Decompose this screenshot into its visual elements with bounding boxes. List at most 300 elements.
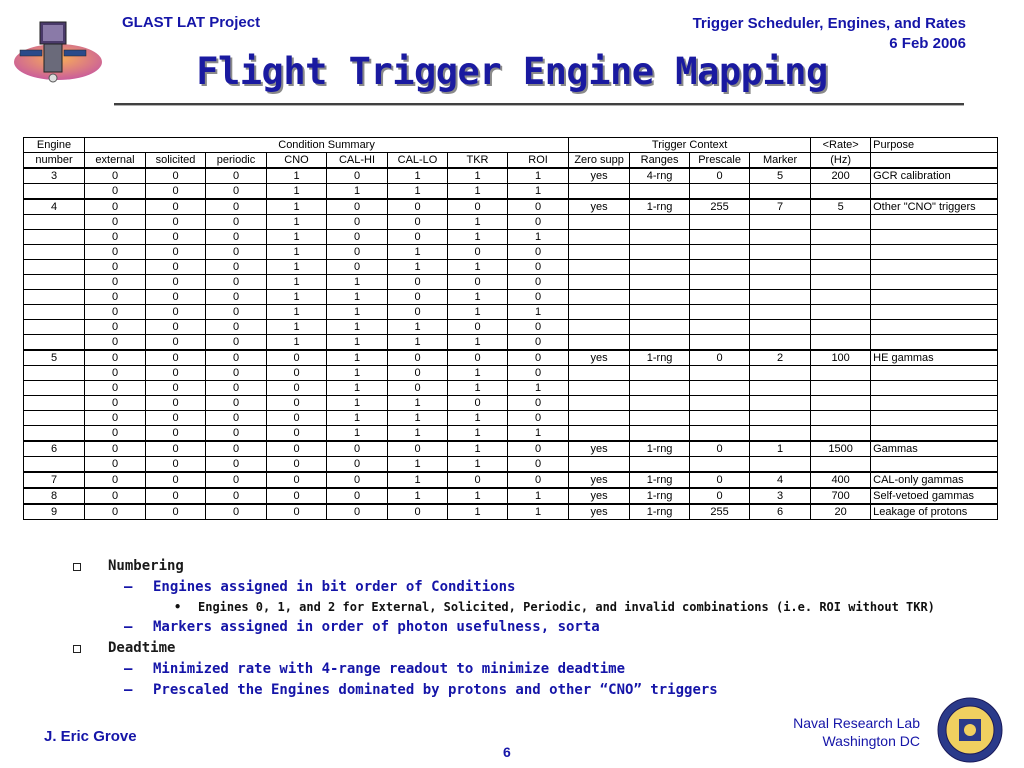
- table-cell: 1: [267, 260, 327, 275]
- table-cell: 0: [206, 199, 267, 215]
- table-cell: [750, 411, 811, 426]
- table-cell: [24, 230, 85, 245]
- table-cell: 0: [85, 396, 146, 411]
- table-cell: 700: [811, 488, 871, 504]
- note-text: Minimized rate with 4-range readout to minimize deadtime: [153, 661, 626, 677]
- table-cell: 0: [206, 215, 267, 230]
- table-cell: 1: [327, 426, 388, 442]
- column-header: (Hz): [811, 153, 871, 169]
- table-cell: 0: [267, 350, 327, 366]
- table-cell: 1: [508, 381, 569, 396]
- dash-bullet-icon: –: [124, 661, 133, 677]
- table-row: [24, 245, 998, 260]
- table-row: [24, 290, 998, 305]
- table-cell: 1: [327, 396, 388, 411]
- table-cell: [811, 457, 871, 473]
- notes-list: [70, 556, 950, 701]
- table-cell: [24, 335, 85, 351]
- note-text: Prescaled the Engines dominated by protons and other “CNO” triggers: [153, 682, 718, 698]
- table-cell: 1: [327, 350, 388, 366]
- table-cell: 100: [811, 350, 871, 366]
- table-cell: [811, 260, 871, 275]
- table-cell: 1: [267, 230, 327, 245]
- header-topic: Trigger Scheduler, Engines, and Rates: [692, 15, 966, 32]
- table-cell: 1: [327, 290, 388, 305]
- table-cell: 4-rng: [630, 168, 690, 184]
- table-cell: 0: [508, 472, 569, 488]
- table-cell: [750, 457, 811, 473]
- table-cell: 0: [327, 441, 388, 457]
- table-cell: 0: [448, 350, 508, 366]
- dot-bullet-icon: •: [174, 600, 182, 614]
- table-cell: 0: [388, 230, 448, 245]
- table-cell: 0: [146, 472, 206, 488]
- table-cell: 1-rng: [630, 504, 690, 520]
- table-cell: [24, 426, 85, 442]
- table-cell: 0: [206, 305, 267, 320]
- table-row: [24, 335, 998, 351]
- table-cell: 1: [327, 335, 388, 351]
- table-cell: [871, 335, 998, 351]
- table-cell: [690, 396, 750, 411]
- table-cell: 0: [267, 381, 327, 396]
- table-cell: Other "CNO" triggers: [871, 199, 998, 215]
- table-cell: 0: [206, 504, 267, 520]
- table-cell: 0: [327, 230, 388, 245]
- table-cell: 0: [448, 320, 508, 335]
- table-cell: 1: [267, 245, 327, 260]
- table-cell: yes: [569, 441, 630, 457]
- table-cell: [630, 411, 690, 426]
- note-text: Markers assigned in order of photon usefulness, sorta: [153, 619, 600, 635]
- table-cell: [690, 381, 750, 396]
- table-cell: [871, 381, 998, 396]
- table-cell: 1: [448, 290, 508, 305]
- table-cell: 1: [448, 441, 508, 457]
- table-cell: 1: [388, 472, 448, 488]
- table-cell: 0: [267, 472, 327, 488]
- table-cell: 255: [690, 504, 750, 520]
- table-cell: 0: [388, 275, 448, 290]
- table-cell: 1: [327, 184, 388, 200]
- table-cell: 1: [267, 184, 327, 200]
- table-cell: yes: [569, 168, 630, 184]
- table-cell: 1: [508, 426, 569, 442]
- table-cell: [630, 290, 690, 305]
- table-cell: 1: [448, 504, 508, 520]
- table-cell: [871, 396, 998, 411]
- table-cell: 2: [750, 350, 811, 366]
- table-cell: 1: [388, 320, 448, 335]
- table-cell: 0: [206, 290, 267, 305]
- table-cell: 6: [24, 441, 85, 457]
- table-cell: 1: [388, 245, 448, 260]
- table-cell: [630, 381, 690, 396]
- table-cell: 3: [750, 488, 811, 504]
- table-cell: 0: [267, 504, 327, 520]
- condition-summary-header: Condition Summary: [85, 138, 569, 153]
- table-cell: [569, 184, 630, 200]
- table-cell: 0: [146, 350, 206, 366]
- table-cell: 0: [146, 260, 206, 275]
- table-cell: 1: [267, 199, 327, 215]
- table-cell: [690, 305, 750, 320]
- table-cell: 1: [267, 290, 327, 305]
- table-cell: [811, 215, 871, 230]
- organization-name: Naval Research Lab: [793, 715, 920, 731]
- table-cell: [811, 426, 871, 442]
- table-cell: 0: [85, 168, 146, 184]
- note-item-level-2: [70, 680, 950, 701]
- table-cell: [24, 366, 85, 381]
- organization-location: Washington DC: [822, 733, 920, 749]
- table-cell: [569, 426, 630, 442]
- table-cell: [690, 426, 750, 442]
- table-cell: [871, 230, 998, 245]
- table-cell: 0: [327, 168, 388, 184]
- table-cell: 0: [448, 245, 508, 260]
- table-cell: 0: [508, 411, 569, 426]
- table-cell: 0: [267, 366, 327, 381]
- column-header: ROI: [508, 153, 569, 169]
- table-cell: 0: [85, 441, 146, 457]
- table-cell: [871, 320, 998, 335]
- table-cell: 0: [448, 472, 508, 488]
- table-cell: 0: [690, 350, 750, 366]
- note-item-level-2: [70, 659, 950, 680]
- table-cell: 0: [85, 260, 146, 275]
- table-cell: 0: [146, 245, 206, 260]
- table-cell: 1: [388, 396, 448, 411]
- table-cell: [871, 411, 998, 426]
- column-header: CAL-HI: [327, 153, 388, 169]
- table-cell: [871, 260, 998, 275]
- table-cell: 1: [448, 426, 508, 442]
- table-cell: [24, 215, 85, 230]
- table-cell: [24, 305, 85, 320]
- table-cell: [569, 366, 630, 381]
- table-cell: 1-rng: [630, 199, 690, 215]
- table-cell: 0: [388, 199, 448, 215]
- table-cell: 1-rng: [630, 488, 690, 504]
- table-cell: [630, 305, 690, 320]
- trigger-context-header: Trigger Context: [569, 138, 811, 153]
- table-cell: 0: [206, 245, 267, 260]
- table-cell: 0: [448, 275, 508, 290]
- table-cell: 0: [388, 350, 448, 366]
- table-cell: [630, 215, 690, 230]
- table-cell: 0: [327, 260, 388, 275]
- table-cell: 0: [206, 366, 267, 381]
- note-item-level-1: [70, 638, 950, 659]
- table-cell: 1: [327, 411, 388, 426]
- table-cell: 0: [206, 441, 267, 457]
- note-item-level-1: [70, 556, 950, 577]
- table-cell: 0: [388, 290, 448, 305]
- table-cell: [750, 305, 811, 320]
- table-row: [24, 457, 998, 473]
- table-cell: [569, 320, 630, 335]
- table-row: [24, 199, 998, 215]
- table-cell: 1: [448, 168, 508, 184]
- table-row: [24, 305, 998, 320]
- table-cell: 1: [327, 275, 388, 290]
- table-cell: yes: [569, 199, 630, 215]
- table-cell: 0: [448, 396, 508, 411]
- rate-group-header: <Rate>: [811, 138, 871, 153]
- note-text: Engines assigned in bit order of Conditions: [153, 579, 516, 595]
- table-cell: [630, 396, 690, 411]
- table-cell: [750, 230, 811, 245]
- table-cell: [24, 260, 85, 275]
- note-text: Engines 0, 1, and 2 for External, Solicited, Periodic, and invalid combinations (i.e. ROI without TKR): [198, 600, 935, 614]
- table-cell: [569, 381, 630, 396]
- project-name: GLAST LAT Project: [122, 14, 261, 31]
- table-cell: 0: [206, 350, 267, 366]
- table-cell: [569, 305, 630, 320]
- square-bullet-icon: [73, 645, 81, 653]
- table-row: [24, 381, 998, 396]
- table-cell: 0: [267, 426, 327, 442]
- note-text: Numbering: [108, 558, 184, 574]
- table-cell: 1-rng: [630, 350, 690, 366]
- table-cell: [569, 457, 630, 473]
- column-header: external: [85, 153, 146, 169]
- note-item-level-3: [70, 598, 950, 617]
- table-cell: [569, 230, 630, 245]
- table-cell: [750, 290, 811, 305]
- group-header-row: [24, 138, 998, 153]
- table-cell: 1: [388, 260, 448, 275]
- table-cell: 6: [750, 504, 811, 520]
- page-number: 6: [503, 744, 511, 760]
- column-header: Marker: [750, 153, 811, 169]
- table-cell: 0: [327, 457, 388, 473]
- table-cell: [750, 260, 811, 275]
- table-cell: [569, 396, 630, 411]
- table-cell: 0: [146, 366, 206, 381]
- table-cell: 0: [85, 199, 146, 215]
- table-cell: [690, 230, 750, 245]
- table-cell: 1: [388, 457, 448, 473]
- table-cell: 0: [146, 168, 206, 184]
- table-cell: [690, 320, 750, 335]
- table-cell: yes: [569, 472, 630, 488]
- table-cell: [569, 245, 630, 260]
- table-cell: 1: [327, 381, 388, 396]
- table-cell: 0: [85, 381, 146, 396]
- table-cell: 0: [85, 366, 146, 381]
- table-cell: 0: [206, 457, 267, 473]
- title-rule: [114, 103, 964, 106]
- table-cell: 0: [267, 488, 327, 504]
- column-header: CNO: [267, 153, 327, 169]
- table-cell: 0: [448, 199, 508, 215]
- table-cell: [750, 184, 811, 200]
- table-row: [24, 488, 998, 504]
- table-cell: [811, 245, 871, 260]
- table-cell: [811, 290, 871, 305]
- table-cell: 0: [206, 472, 267, 488]
- table-cell: 0: [690, 472, 750, 488]
- table-cell: 0: [327, 472, 388, 488]
- table-cell: 0: [508, 199, 569, 215]
- table-cell: 0: [85, 230, 146, 245]
- table-row: [24, 320, 998, 335]
- table-cell: [630, 320, 690, 335]
- table-row: [24, 411, 998, 426]
- table-cell: [871, 275, 998, 290]
- table-cell: 255: [690, 199, 750, 215]
- table-cell: 1: [448, 411, 508, 426]
- table-cell: 5: [24, 350, 85, 366]
- table-cell: [871, 366, 998, 381]
- table-cell: 0: [146, 215, 206, 230]
- table-cell: 0: [85, 335, 146, 351]
- table-cell: [750, 275, 811, 290]
- table-cell: 0: [508, 215, 569, 230]
- table-cell: 0: [85, 320, 146, 335]
- table-cell: [811, 366, 871, 381]
- table-cell: 0: [267, 441, 327, 457]
- table-cell: [811, 275, 871, 290]
- table-cell: 1: [267, 168, 327, 184]
- table-cell: 1: [267, 335, 327, 351]
- table-cell: [24, 411, 85, 426]
- table-cell: 0: [327, 488, 388, 504]
- table-cell: 7: [24, 472, 85, 488]
- table-cell: 0: [206, 260, 267, 275]
- table-cell: 0: [146, 184, 206, 200]
- table-cell: 0: [206, 184, 267, 200]
- table-cell: 0: [206, 335, 267, 351]
- table-cell: 0: [508, 350, 569, 366]
- column-header: TKR: [448, 153, 508, 169]
- table-cell: [750, 335, 811, 351]
- table-cell: 0: [146, 504, 206, 520]
- table-cell: 0: [85, 215, 146, 230]
- table-cell: 0: [146, 426, 206, 442]
- table-cell: [569, 215, 630, 230]
- table-cell: [690, 290, 750, 305]
- table-cell: 0: [146, 381, 206, 396]
- table-cell: 0: [206, 381, 267, 396]
- table-cell: [690, 366, 750, 381]
- table-cell: 0: [508, 457, 569, 473]
- table-cell: 0: [508, 366, 569, 381]
- table-row: [24, 366, 998, 381]
- table-cell: yes: [569, 488, 630, 504]
- table-cell: 0: [85, 245, 146, 260]
- table-row: [24, 230, 998, 245]
- table-cell: 0: [85, 305, 146, 320]
- table-row: [24, 260, 998, 275]
- table-cell: 0: [388, 381, 448, 396]
- table-cell: 0: [206, 275, 267, 290]
- table-body: [24, 168, 998, 520]
- table-cell: 1: [388, 411, 448, 426]
- table-cell: 0: [267, 411, 327, 426]
- table-cell: [750, 245, 811, 260]
- table-cell: 0: [146, 230, 206, 245]
- table-cell: 0: [206, 320, 267, 335]
- column-header: Prescale: [690, 153, 750, 169]
- table-cell: 0: [327, 199, 388, 215]
- dash-bullet-icon: –: [124, 619, 133, 635]
- table-cell: 0: [85, 184, 146, 200]
- table-row: [24, 472, 998, 488]
- table-cell: [24, 457, 85, 473]
- table-cell: 0: [85, 457, 146, 473]
- note-item-level-2: [70, 617, 950, 638]
- table-cell: 1: [448, 260, 508, 275]
- header-topic-block: [693, 14, 966, 54]
- table-cell: [750, 366, 811, 381]
- table-cell: [811, 184, 871, 200]
- table-cell: [630, 275, 690, 290]
- table-cell: 0: [508, 441, 569, 457]
- table-cell: 0: [388, 366, 448, 381]
- table-cell: [24, 396, 85, 411]
- table-cell: [690, 275, 750, 290]
- table-cell: [871, 426, 998, 442]
- table-cell: 0: [508, 275, 569, 290]
- table-cell: 1500: [811, 441, 871, 457]
- table-cell: 0: [267, 457, 327, 473]
- table-cell: CAL-only gammas: [871, 472, 998, 488]
- table-cell: 1: [267, 275, 327, 290]
- table-cell: 0: [690, 168, 750, 184]
- table-cell: 0: [508, 396, 569, 411]
- table-cell: 0: [146, 290, 206, 305]
- table-cell: 1: [448, 488, 508, 504]
- table-cell: [811, 335, 871, 351]
- table-cell: 0: [85, 504, 146, 520]
- table-cell: 3: [24, 168, 85, 184]
- trigger-engine-table: [23, 137, 998, 520]
- table-cell: 1: [327, 320, 388, 335]
- table-cell: 0: [388, 441, 448, 457]
- table-row: [24, 184, 998, 200]
- column-header: Ranges: [630, 153, 690, 169]
- engine-group-header: Engine: [24, 138, 85, 153]
- table-cell: [871, 457, 998, 473]
- table-cell: 0: [327, 215, 388, 230]
- table-cell: 400: [811, 472, 871, 488]
- table-cell: [690, 215, 750, 230]
- table-cell: [871, 305, 998, 320]
- table-cell: [630, 366, 690, 381]
- table-cell: [630, 245, 690, 260]
- table-cell: 0: [85, 472, 146, 488]
- table-row: [24, 350, 998, 366]
- table-cell: 1: [750, 441, 811, 457]
- header-date: 6 Feb 2006: [889, 35, 966, 52]
- table-cell: 0: [690, 441, 750, 457]
- table-cell: [630, 260, 690, 275]
- dash-bullet-icon: –: [124, 579, 133, 595]
- table-cell: 0: [146, 199, 206, 215]
- table-cell: 1: [448, 457, 508, 473]
- table-row: [24, 441, 998, 457]
- table-cell: 5: [750, 168, 811, 184]
- table-cell: 0: [206, 488, 267, 504]
- table-cell: 0: [388, 305, 448, 320]
- table-cell: [811, 411, 871, 426]
- table-cell: [569, 335, 630, 351]
- table-cell: [630, 457, 690, 473]
- column-header: CAL-LO: [388, 153, 448, 169]
